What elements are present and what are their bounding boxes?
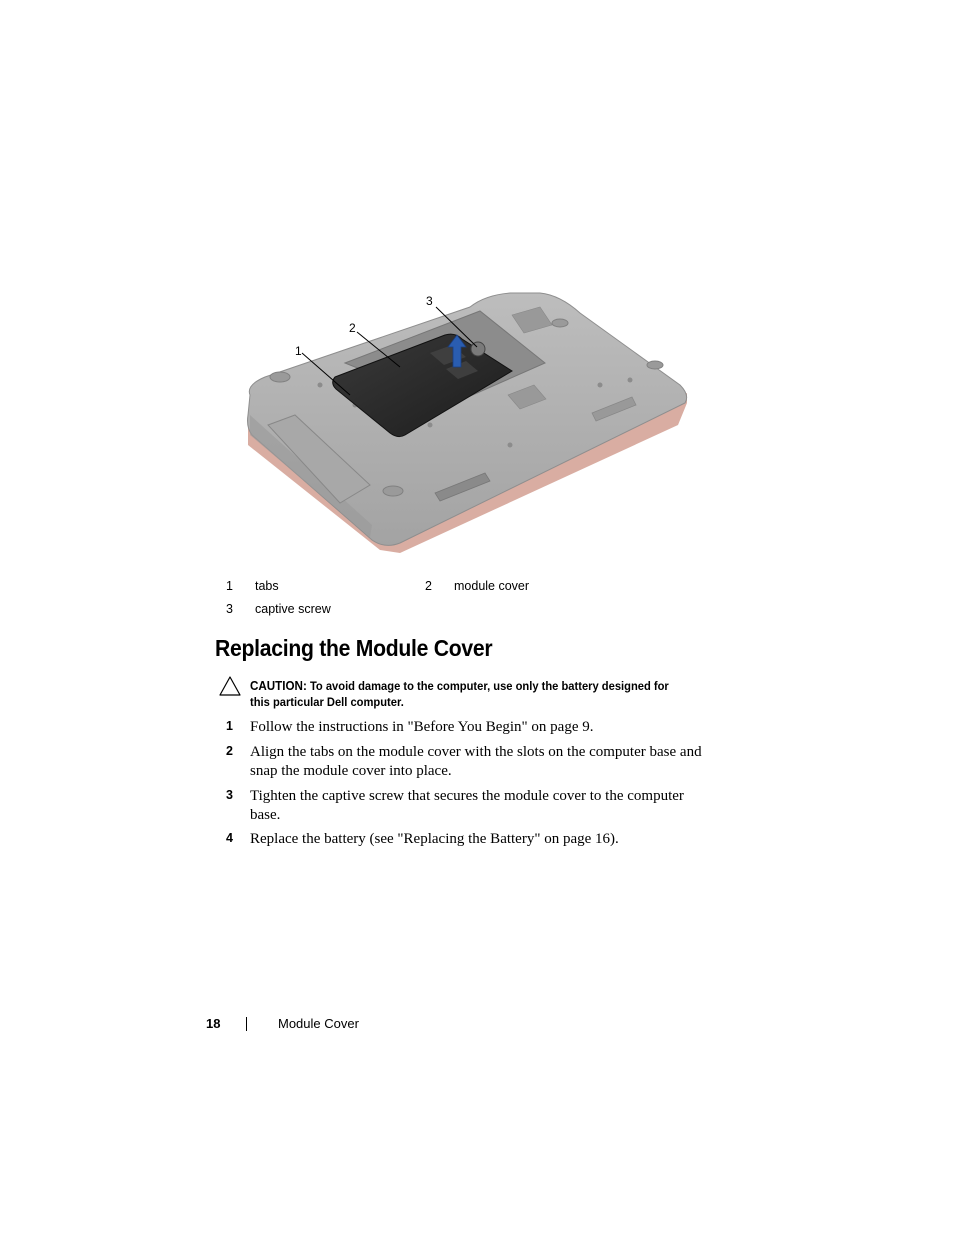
laptop-module-cover-illustration	[240, 285, 700, 560]
footer-chapter-title: Module Cover	[278, 1016, 359, 1031]
callout-1: 1	[295, 344, 302, 358]
footer-separator	[246, 1017, 247, 1031]
step-number: 2	[226, 744, 233, 758]
step-text: Follow the instructions in "Before You Begin" on page 9.	[250, 719, 594, 735]
caution-message: To avoid damage to the computer, use only the battery designed for this particular Dell computer.	[250, 679, 669, 709]
step-number: 4	[226, 831, 233, 845]
legend-label: module cover	[454, 579, 530, 593]
caution-text	[250, 678, 682, 710]
caution-triangle-icon	[219, 676, 241, 696]
step-text: Align the tabs on the module cover with the slots on the computer base and snap the module cover into place.	[250, 744, 702, 779]
callout-2: 2	[349, 321, 356, 335]
page-footer	[206, 1016, 506, 1036]
page-number: 18	[206, 1016, 221, 1031]
step-number: 3	[226, 788, 233, 802]
legend-label: tabs	[255, 579, 279, 593]
legend-number: 2	[425, 579, 432, 593]
caution-label: CAUTION:	[250, 679, 307, 693]
callout-3: 3	[426, 294, 433, 308]
step-text: Replace the battery (see "Replacing the Battery" on page 16).	[250, 831, 619, 847]
section-title: Replacing the Module Cover	[215, 635, 493, 661]
legend-number: 1	[226, 579, 233, 593]
captive-screw	[471, 342, 485, 356]
step-text: Tighten the captive screw that secures the module cover to the computer base.	[250, 788, 684, 823]
step-number: 1	[226, 719, 233, 733]
legend-label: captive screw	[255, 602, 331, 616]
legend-number: 3	[226, 602, 233, 616]
